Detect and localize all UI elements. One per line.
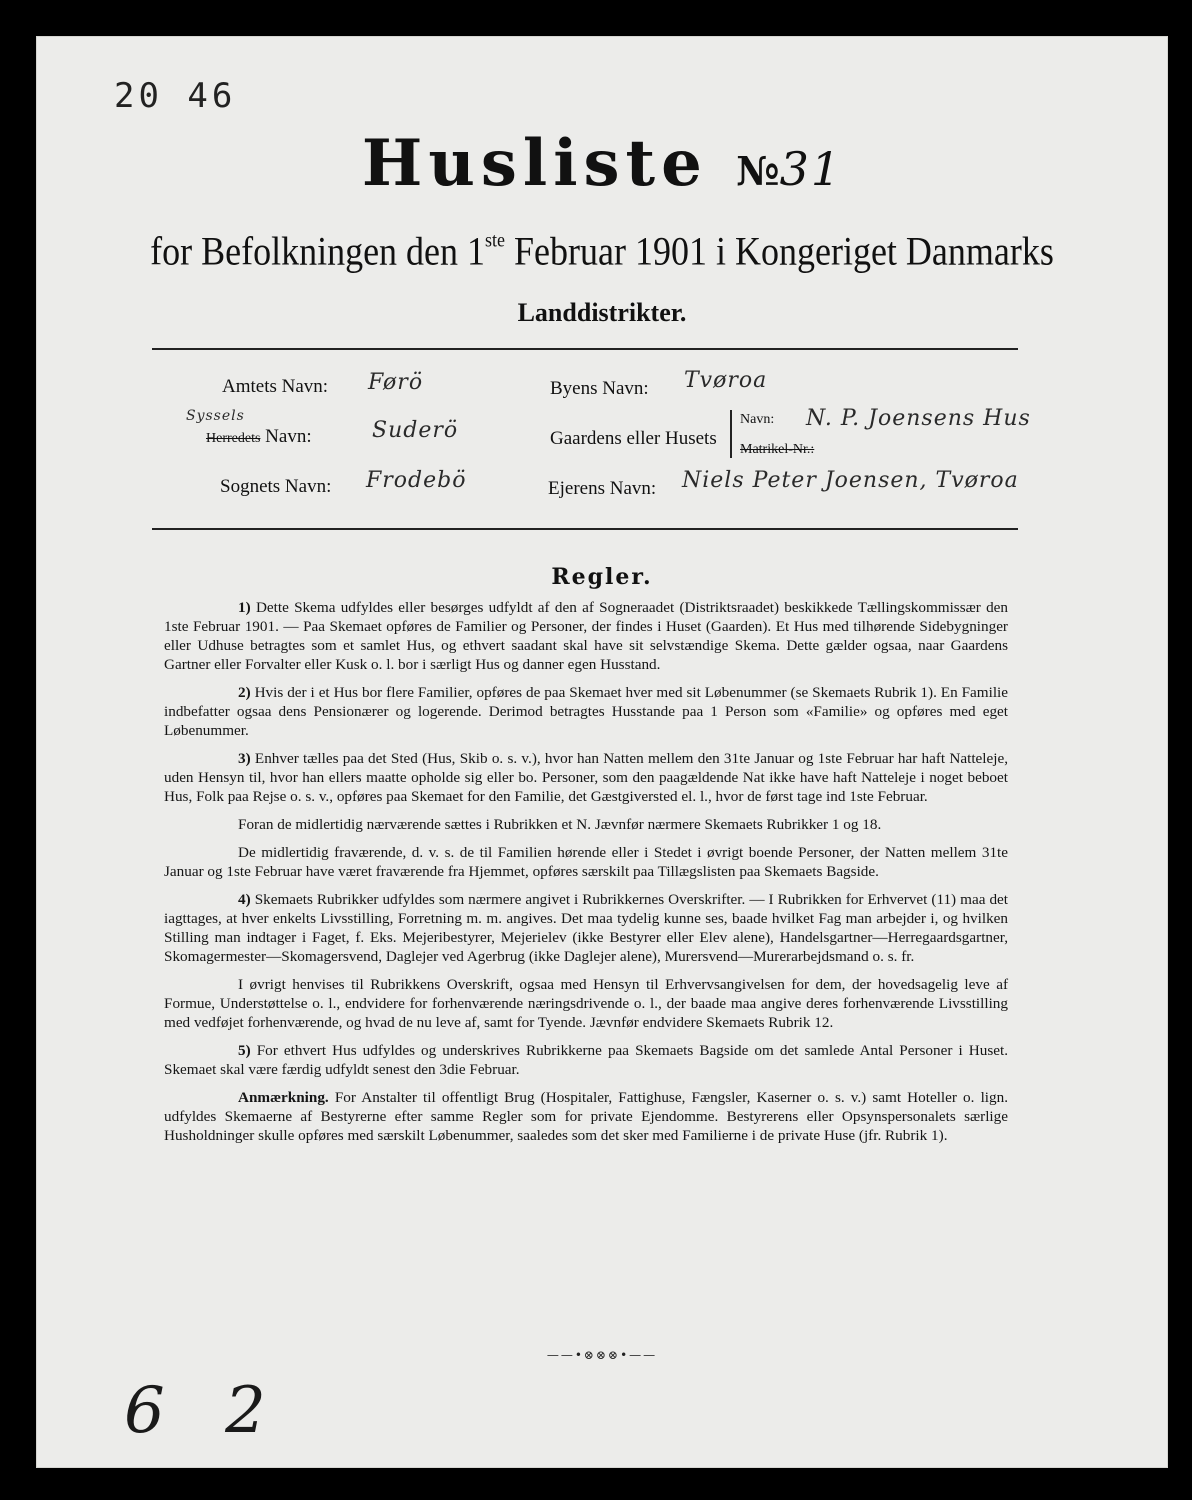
matrikel-label: Matrikel-Nr.: [740,442,815,457]
rule-paragraph: De midlertidig fraværende, d. v. s. de til Familien hørende eller i Stedet i øvrigt boende Personer, der Natten mellem 31te Januar og 1ste Februar have været fraværende fra Hjemmet, opføres særskilt paa Tillægslisten paa Skemaets Bagside. [164,844,1008,880]
header-rule-bottom [152,528,1018,530]
ornament-divider: ——•⊗⊗⊗•—— [546,1348,658,1362]
rule-paragraph: I øvrigt henvises til Rubrikkens Overskrift, ogsaa med Hensyn til Erhvervsangivelsen for dem, der hovedsagelig leve af Formue, Understøttelse o. l., endvidere for forhenværende næringsdrivende o. l., der baade maa angive deres forhenværende Livsstilling med vedføjet forhenværende, og hvad de nu leve af, samt for Tyende. Jævnfør endvidere Skemaets Rubrik 12. [164,976,1008,1031]
form-title [36,126,1168,201]
rule-paragraph: 1) Dette Skema udfyldes eller besørges udfyldt af den af Sogneraadet (Distriktsraadet) beskikkede Tællingskommissær den 1ste Februar 1901. — Paa Skemaet opføres de Familier og Personer, der findes i Huset (Gaarden). Et Hus med tilhørende Sidebygninger eller Udhuse betragtes som et samlet Hus, og ethvert saadant skal have sit selvstændige Skema. Dette gælder ogsaa, naar Gaardens Gartner eller Forvalter eller Kusk o. l. bor i særligt Hus og danner egen Husstand. [164,599,1009,673]
house-name-value: N. P. Joensens Hus [806,406,1031,431]
amt-value: Førö [368,370,424,395]
by-label: Byens Navn: [550,378,649,399]
navn-label: Navn: [740,412,775,427]
header-rule-top [152,348,1018,350]
note-paragraph: Anmærkning. For Anstalter til offentligt Brug (Hospitaler, Fattighuse, Fængsler, Kaserner o. s. v.) samt Hoteller o. lign. udfyldes Skemaerne af Bestyrerne efter samme Regler som for private Ejendomme. Bestyrerens eller Opsynspersonalets særlige Husholdninger skulle opføres med særskilt Løbenummer, saaledes som det sker med Familierne i de private Huse (jfr. Rubrik 1). [164,1089,1008,1144]
field-brace [730,410,732,458]
sogn-value: Frodebö [366,468,467,493]
archive-stamp-number: 20 46 [114,76,237,116]
owner-name-value: Niels Peter Joensen, Tvøroa [682,468,1019,493]
census-sheet [36,36,1168,1468]
rule-paragraph: Foran de midlertidig nærværende sættes i Rubrikken et N. Jævnfør nærmere Skemaets Rubrikker 1 og 18. [238,816,882,833]
title-main: Husliste [361,126,708,201]
number-sign: № [736,148,780,195]
herred-value: Suderö [372,418,459,443]
bottom-handwritten-number: 6 2 [124,1374,286,1448]
herred-label-handwritten: Syssels [186,408,245,424]
herred-label: Herredets Navn: [206,426,312,447]
district-label: Landdistrikter. [517,298,687,327]
house-number-handwritten: 31 [779,142,843,196]
amt-label: Amtets Navn: [222,376,329,397]
rules-body [164,598,1008,1154]
rule-paragraph: 5) For ethvert Hus udfyldes og underskrives Rubrikkerne paa Skemaets Bagside om det samlede Antal Personer i Huset. Skemaet skal være færdig udfyldt senest den 3die Februar. [164,1042,1008,1078]
form-subtitle: for Befolkningen den 1ste Februar 1901 i Kongeriget Danmarks [150,228,1054,274]
ejer-label: Ejerens Navn: [548,478,657,499]
rule-paragraph: 4) Skemaets Rubrikker udfyldes som nærmere angivet i Rubrikkernes Overskrifter. — I Rubrikken for Erhvervet (11) maa det iagttages, at hver enkelts Livsstilling, Forretning m. m. angives. Det maa tydelig kunne ses, baade hvilket Fag man arbejder i, og hvilken Stilling man indtager i Faget, f. Eks. Mejeribestyrer, Mejerielev (ikke Bestyrer eller Elev alene), Handelsgartner—Herregaardsgartner, Skomagermester—Skomagersvend, Daglejer ved Agerbrug (ikke Daglejer alene), Murersvend—Murerarbejdsmand o. s. fr. [164,891,1009,965]
by-value: Tvøroa [684,368,768,393]
sogn-label: Sognets Navn: [220,476,332,497]
rules-heading: Regler. [551,564,653,590]
gaard-label: Gaardens eller Husets [550,428,717,449]
rule-paragraph: 3) Enhver tælles paa det Sted (Hus, Skib o. s. v.), hvor han Natten mellem den 31te Januar og 1ste Februar har haft Natteleje, uden Hensyn til, hvor han ellers maatte opholde sig eller bo. Personer, som den paagældende Nat ikke have haft Natteleje i noget beboet Hus, Folk paa Rejse o. s. v., opføres paa Skemaet for den Familie, det Gæstgiversted el. l., hvor de først tage ind 1ste Februar. [164,750,1008,805]
rule-paragraph: 2) Hvis der i et Hus bor flere Familier, opføres de paa Skemaet hver med sit Løbenummer (se Skemaets Rubrik 1). En Familie indbefatter ogsaa dens Pensionærer og logerende. Derimod betragtes Husstande paa 1 Person som «Familie» og opføres med eget Løbenummer. [164,684,1008,739]
